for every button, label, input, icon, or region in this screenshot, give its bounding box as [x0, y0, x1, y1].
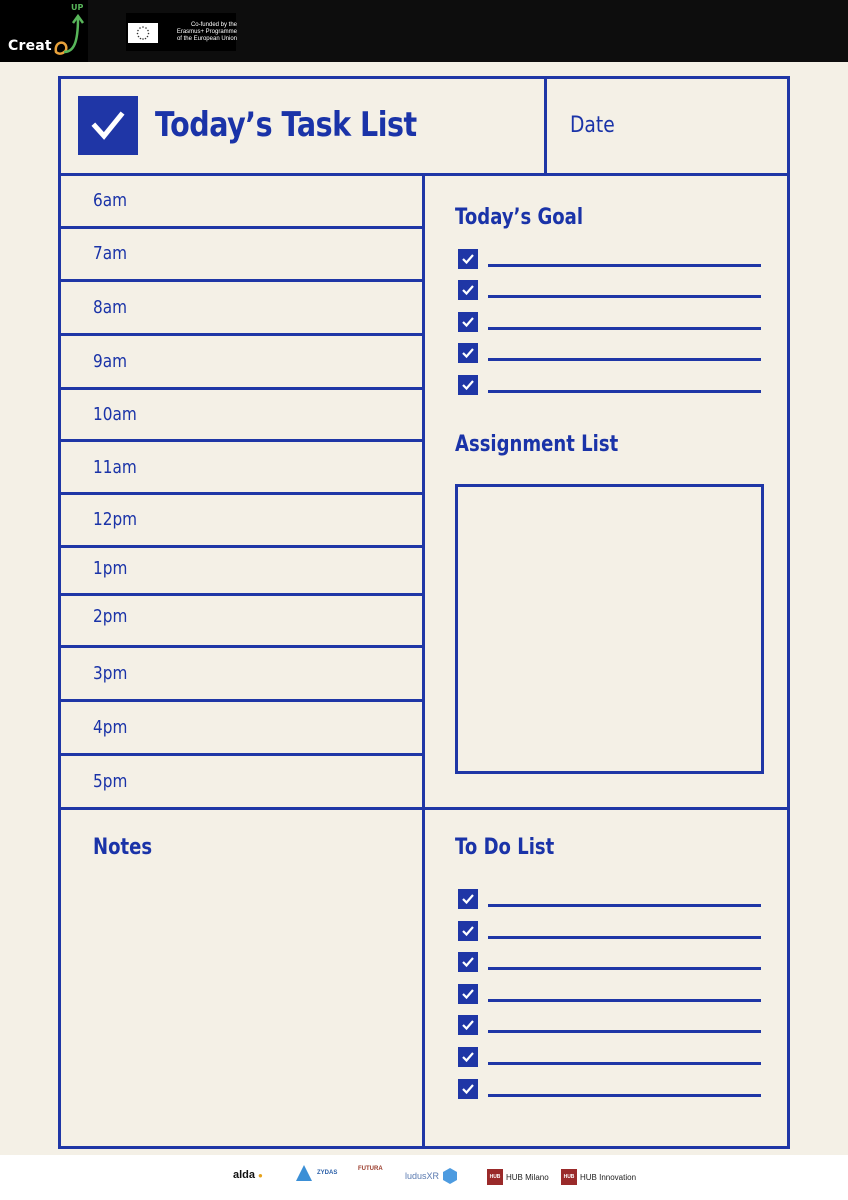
time-slot-label: 5pm — [93, 771, 128, 792]
time-slot-label: 8am — [93, 297, 128, 318]
time-slot-label: 2pm — [93, 606, 128, 627]
page-title: Today’s Task List — [155, 105, 417, 145]
partner-hub-milano-logo: HUB HUB Milano — [487, 1169, 549, 1185]
assignment-box[interactable] — [455, 484, 764, 774]
notes-divider — [58, 807, 790, 810]
write-line[interactable] — [488, 967, 761, 970]
write-line[interactable] — [488, 1094, 761, 1097]
checkbox-icon[interactable] — [458, 984, 478, 1004]
write-line[interactable] — [488, 1062, 761, 1065]
logo-wordmark: Creat — [8, 38, 52, 54]
checkbox-icon[interactable] — [458, 249, 478, 269]
time-slot-label: 12pm — [93, 509, 138, 530]
createup-arrow-icon — [50, 8, 86, 58]
partner-hub-innovation-logo: HUB HUB Innovation — [561, 1169, 636, 1185]
write-line[interactable] — [488, 295, 761, 298]
checkbox-icon[interactable] — [458, 375, 478, 395]
time-slot-label: 4pm — [93, 717, 128, 738]
time-slot-line — [58, 645, 425, 648]
write-line[interactable] — [488, 936, 761, 939]
write-line[interactable] — [488, 358, 761, 361]
assignment-title: Assignment List — [455, 432, 619, 457]
hub-square-icon: HUB — [561, 1169, 577, 1185]
date-label: Date — [570, 113, 615, 138]
checkbox-icon[interactable] — [458, 889, 478, 909]
write-line[interactable] — [488, 1030, 761, 1033]
time-slot-label: 7am — [93, 243, 128, 264]
checkbox-icon[interactable] — [458, 1047, 478, 1067]
time-slot-line — [58, 545, 425, 548]
checkbox-icon[interactable] — [458, 343, 478, 363]
checkbox-icon[interactable] — [458, 921, 478, 941]
time-slot-line — [58, 593, 425, 596]
time-slot-line — [58, 492, 425, 495]
checkbox-icon[interactable] — [458, 1079, 478, 1099]
cube-icon — [442, 1167, 458, 1185]
partner-futura-logo: FUTURA — [358, 1166, 383, 1172]
checkbox-icon[interactable] — [458, 1015, 478, 1035]
partner-zydas-logo: ZYDAS — [294, 1164, 337, 1182]
write-line[interactable] — [488, 999, 761, 1002]
time-slot-line — [58, 333, 425, 336]
time-slot-label: 10am — [93, 404, 137, 425]
time-slot-label: 3pm — [93, 663, 128, 684]
time-slot-label: 6am — [93, 190, 128, 211]
column-divider — [422, 174, 425, 1149]
title-checkbox-icon — [78, 96, 138, 155]
checkbox-icon[interactable] — [458, 280, 478, 300]
write-line[interactable] — [488, 264, 761, 267]
time-slot-line — [58, 753, 425, 756]
eu-flag-icon — [128, 23, 158, 43]
time-slot-label: 11am — [93, 457, 137, 478]
time-slot-line — [58, 279, 425, 282]
logo-up-text: UP — [71, 3, 84, 12]
goal-title: Today’s Goal — [455, 205, 584, 230]
eu-cofunded-text: Co-funded by the Erasmus+ Programme of the European Union — [176, 22, 237, 42]
time-slot-label: 1pm — [93, 558, 128, 579]
date-divider — [544, 76, 547, 174]
createup-logo — [0, 0, 88, 62]
time-slot-line — [58, 387, 425, 390]
write-line[interactable] — [488, 390, 761, 393]
write-line[interactable] — [488, 327, 761, 330]
partner-ludusxr-logo: ludusXR — [405, 1167, 458, 1185]
checkbox-icon[interactable] — [458, 312, 478, 332]
partner-alda-logo: alda ● — [233, 1169, 263, 1181]
top-bar — [0, 0, 848, 62]
eu-cofunded-badge — [126, 13, 236, 51]
checkbox-icon[interactable] — [458, 952, 478, 972]
notes-area[interactable] — [62, 870, 420, 1146]
notes-title: Notes — [93, 835, 153, 860]
time-slot-line — [58, 699, 425, 702]
zydas-emblem-icon — [294, 1164, 314, 1182]
time-slot-line — [58, 226, 425, 229]
todo-title: To Do List — [455, 835, 555, 860]
time-slot-label: 9am — [93, 351, 128, 372]
hub-square-icon: HUB — [487, 1169, 503, 1185]
write-line[interactable] — [488, 904, 761, 907]
time-slot-line — [58, 439, 425, 442]
